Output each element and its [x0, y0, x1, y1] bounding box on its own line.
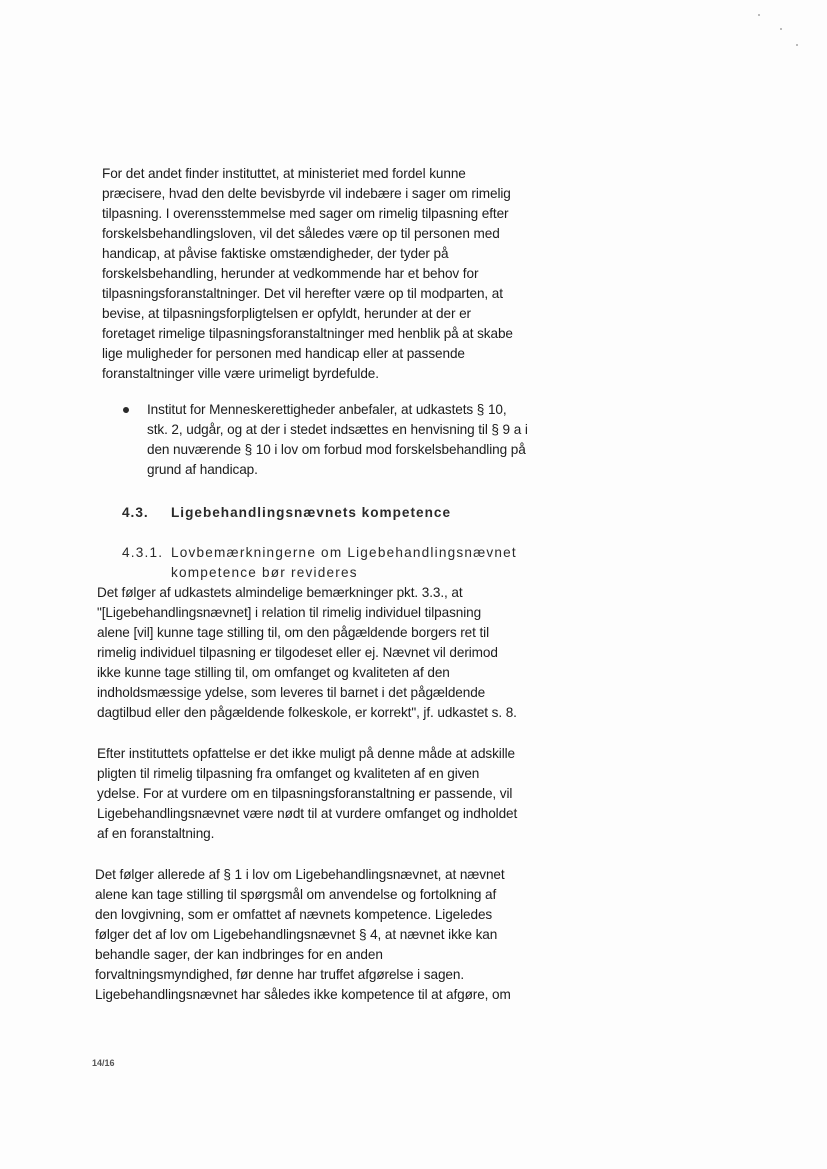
paragraph-line: Det følger af udkastets almindelige bemærkninger pkt. 3.3., at [97, 585, 463, 600]
subsection-title-line: Lovbemærkningerne om Ligebehandlingsnævnet [171, 545, 517, 560]
paragraph-line: foretaget rimelige tilpasningsforanstaltninger med henblik på at skabe [102, 326, 513, 341]
paragraph-line: For det andet finder instituttet, at ministeriet med fordel kunne [102, 166, 466, 181]
bullet-line: stk. 2, udgår, og at der i stedet indsættes en henvisning til § 9 a i [147, 422, 528, 437]
paragraph-line: ydelse. For at vurdere om en tilpasningsforanstaltning er passende, vil [97, 786, 513, 801]
section-number: 4.3. [122, 505, 149, 520]
paragraph-line: rimelig individuel tilpasning er tilgodeset eller ej. Nævnet vil derimod [97, 645, 498, 660]
paragraph-line: Det følger allerede af § 1 i lov om Ligebehandlingsnævnet, at nævnet [95, 867, 505, 882]
bullet-line: Institut for Menneskerettigheder anbefaler, at udkastets § 10, [147, 402, 507, 417]
paragraph-line: foranstaltninger ville være urimeligt byrdefulde. [102, 366, 379, 381]
paragraph-line: bevise, at tilpasningsforpligtelsen er opfyldt, herunder at der er [102, 306, 471, 321]
subsection-title-line: kompetence bør revideres [171, 565, 358, 580]
paragraph-line: behandle sager, der kan indbringes for en anden [95, 947, 383, 962]
paragraph-line: forskelsbehandlingsloven, vil det således være op til personen med [102, 226, 500, 241]
paragraph-line: den lovgivning, som er omfattet af nævnets kompetence. Ligeledes [95, 907, 493, 922]
paragraph-line: følger det af lov om Ligebehandlingsnævnet § 4, at nævnet ikke kan [95, 927, 498, 942]
paragraph-line: dagtilbud eller den pågældende folkeskole, er korrekt", jf. udkastet s. 8. [97, 705, 517, 720]
paragraph-line: Efter instituttets opfattelse er det ikke muligt på denne måde at adskille [97, 746, 516, 761]
paragraph-line: Ligebehandlingsnævnet har således ikke kompetence til at afgøre, om [95, 987, 511, 1002]
paragraph-line: pligten til rimelig tilpasning fra omfanget og kvaliteten af en given [97, 766, 480, 781]
bullet-dot-icon [123, 407, 129, 413]
paragraph-line: af en foranstaltning. [97, 826, 215, 841]
paragraph-line: indholdsmæssige ydelse, som leveres til barnet i det pågældende [97, 685, 486, 700]
paragraph-line: "[Ligebehandlingsnævnet] i relation til rimelig individuel tilpasning [97, 605, 482, 620]
paragraph-line: alene kan tage stilling til spørgsmål om anvendelse og fortolkning af [95, 887, 497, 902]
page-number: 14/16 [92, 1058, 115, 1068]
bullet-line: den nuværende § 10 i lov om forbud mod forskelsbehandling på [147, 442, 526, 457]
paragraph-line: handicap, at påvise faktiske omstændigheder, der tyder på [102, 246, 449, 261]
section-title: Ligebehandlingsnævnets kompetence [171, 505, 452, 520]
paragraph-line: forskelsbehandling, herunder at vedkommende har et behov for [102, 266, 479, 281]
paragraph-line: Ligebehandlingsnævnet være nødt til at vurdere omfanget og indholdet [97, 806, 518, 821]
paragraph-line: tilpasning. I overensstemmelse med sager om rimelig tilpasning efter [102, 206, 509, 221]
scan-speck [796, 44, 798, 46]
subsection-number: 4.3.1. [122, 545, 164, 560]
paragraph-line: forvaltningsmyndighed, før denne har truffet afgørelse i sagen. [95, 967, 464, 982]
paragraph-line: tilpasningsforanstaltninger. Det vil herefter være op til modparten, at [102, 286, 503, 301]
bullet-line: grund af handicap. [147, 462, 258, 477]
scan-speck [758, 14, 760, 16]
paragraph-line: lige muligheder for personen med handicap eller at passende [102, 346, 465, 361]
scan-speck [780, 28, 782, 30]
paragraph-line: alene [vil] kunne tage stilling til, om den pågældende borgers ret til [97, 625, 489, 640]
paragraph-line: præcisere, hvad den delte bevisbyrde vil indebære i sager om rimelig [102, 186, 511, 201]
paragraph-line: ikke kunne tage stilling til, om omfanget og kvaliteten af den [97, 665, 450, 680]
